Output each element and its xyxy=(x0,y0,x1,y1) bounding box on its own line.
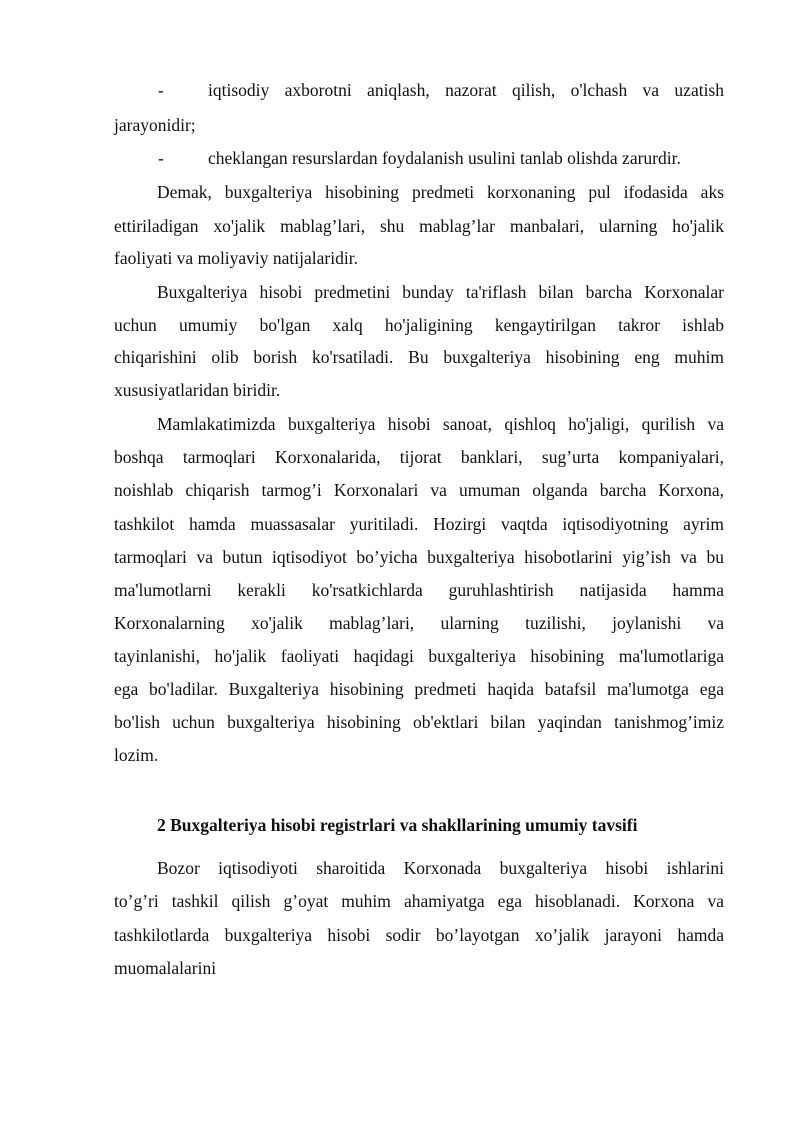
bullet-text-line: iqtisodiy axborotni aniqlash, nazorat qilish, o'lchash va uzatish xyxy=(208,80,724,100)
paragraph-line: ega bo'ladilar. Buxgalteriya hisobining predmeti haqida batafsil ma'lumotga ega xyxy=(114,679,724,699)
paragraph-line: xususiyatlaridan biridir. xyxy=(114,380,281,400)
paragraph-line: tashkilot hamda muassasalar yuritiladi. Hozirgi vaqtda iqtisodiyotning ayrim xyxy=(114,514,724,534)
paragraph-line: tashkilotlarda buxgalteriya hisobi sodir bo’layotgan xo’jalik jarayoni hamda xyxy=(114,925,724,945)
paragraph-line: chiqarishini olib borish ko'rsatiladi. Bu buxgalteriya hisobining eng muhim xyxy=(114,347,724,367)
paragraph-line: tarmoqlari va butun iqtisodiyot bo’yicha buxgalteriya hisobotlarini yig’ish va bu xyxy=(114,547,724,567)
paragraph-line: ma'lumotlarni kerakli ko'rsatkichlarda guruhlashtirish natijasida hamma xyxy=(114,580,724,600)
paragraph-line: faoliyati va moliyaviy natijalaridir. xyxy=(114,248,358,268)
paragraph-line: Bozor iqtisodiyoti sharoitida Korxonada buxgalteriya hisobi ishlarini xyxy=(157,858,724,878)
paragraph-line: Mamlakatimizda buxgalteriya hisobi sanoat, qishloq ho'jaligi, qurilish va xyxy=(157,414,724,434)
bullet-text-line: jarayonidir; xyxy=(114,115,196,135)
paragraph-line: Korxonalarning xo'jalik mablag’lari, ularning tuzilishi, joylanishi va xyxy=(114,613,724,633)
paragraph-line: to’g’ri tashkil qilish g’oyat muhim ahamiyatga ega hisoblanadi. Korxona va xyxy=(114,891,724,911)
paragraph-line: boshqa tarmoqlari Korxonalarida, tijorat banklari, sug’urta kompaniyalari, xyxy=(114,447,724,467)
paragraph-line: uchun umumiy bo'lgan xalq ho'jaligining kengaytirilgan takror ishlab xyxy=(114,315,724,335)
bullet-marker: - xyxy=(158,148,164,168)
paragraph-line: muomalalarini xyxy=(114,958,217,978)
paragraph-line: lozim. xyxy=(114,745,159,765)
bullet-text-line: cheklangan resurslardan foydalanish usulini tanlab olishda zarurdir. xyxy=(208,148,681,168)
paragraph-line: ettiriladigan xo'jalik mablag’lari, shu mablag’lar manbalari, ularning ho'jalik xyxy=(114,216,724,236)
paragraph-line: noishlab chiqarish tarmog’i Korxonalari va umuman olganda barcha Korxona, xyxy=(114,480,724,500)
paragraph-line: Buxgalteriya hisobi predmetini bunday ta'riflash bilan barcha Korxonalar xyxy=(157,282,724,302)
paragraph-line: bo'lish uchun buxgalteriya hisobining ob'ektlari bilan yaqindan tanishmog’imiz xyxy=(114,712,724,732)
paragraph-line: tayinlanishi, ho'jalik faoliyati haqidagi buxgalteriya hisobining ma'lumotlariga xyxy=(114,646,724,666)
bullet-marker: - xyxy=(158,80,164,100)
paragraph-line: Demak, buxgalteriya hisobining predmeti korxonaning pul ifodasida aks xyxy=(157,182,724,202)
section-heading: 2 Buxgalteriya hisobi registrlari va shakllarining umumiy tavsifi xyxy=(157,815,638,835)
